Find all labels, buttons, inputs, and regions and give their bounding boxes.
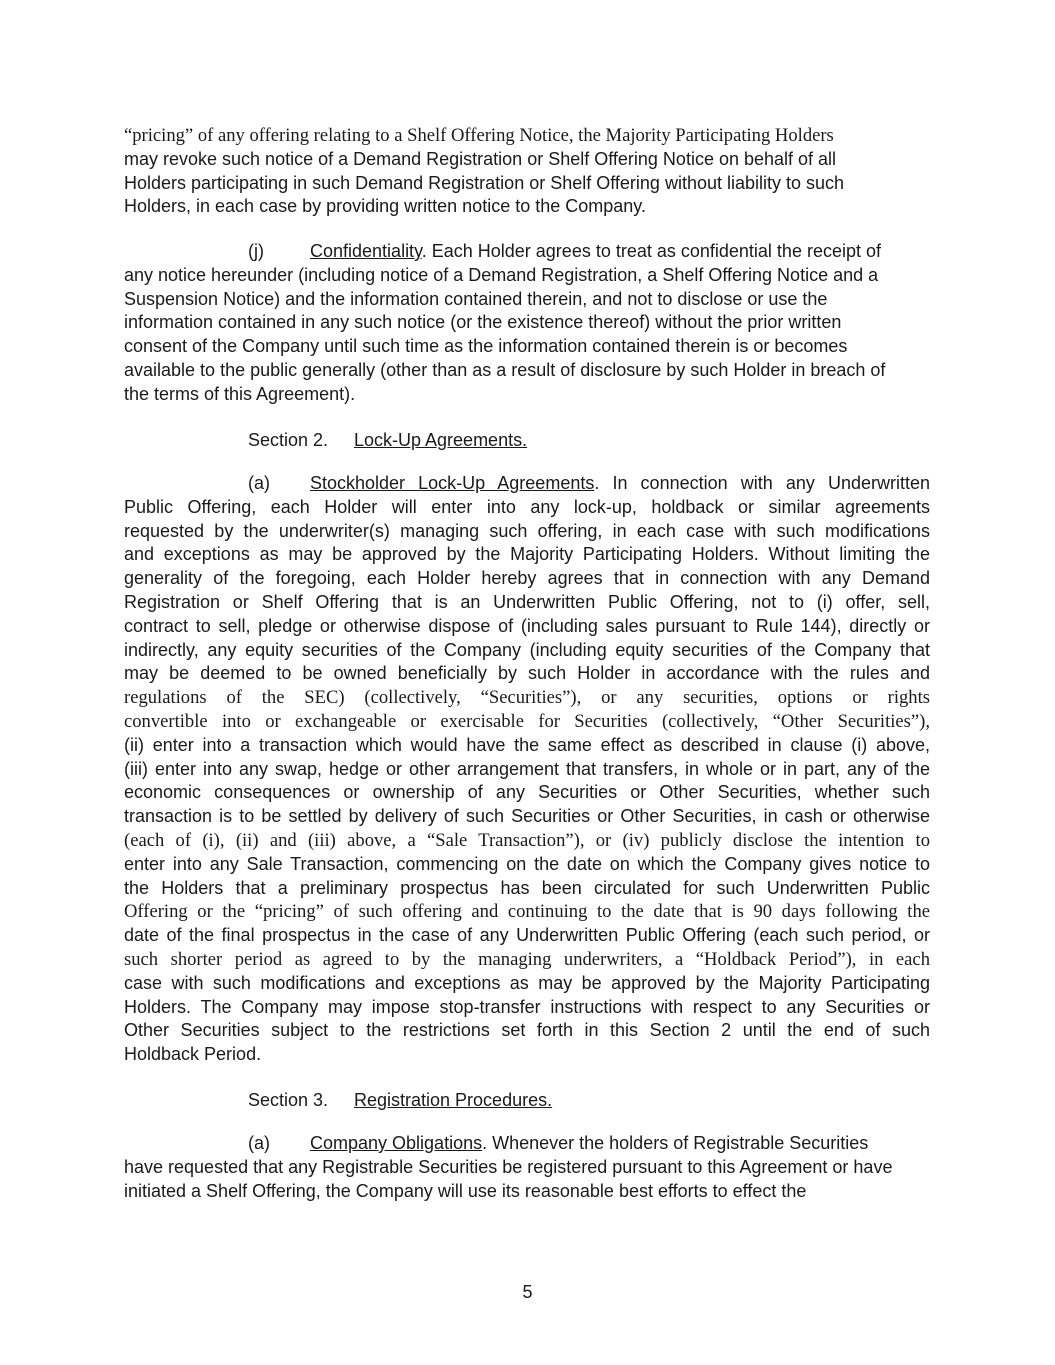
paragraph-line: Holdback Period.	[124, 1044, 262, 1065]
paragraph-line: such shorter period as agreed to by the managing underwriters, a “Holdback Period”), in each	[124, 948, 930, 970]
clause-first-line-text: . Whenever the holders of Registrable Securities	[482, 1133, 869, 1153]
section-3-heading	[248, 1088, 552, 1112]
paragraph-line: may be deemed to be owned beneficially by such Holder in accordance with the rules and	[124, 663, 930, 684]
paragraph-line: Holders. The Company may impose stop-transfer instructions with respect to any Securities or	[124, 996, 930, 1017]
section-title: Lock-Up Agreements.	[354, 430, 528, 450]
company-obligations-paragraph	[124, 1132, 930, 1203]
paragraph-line: requested by the underwriter(s) managing such offering, in each case with such modifications	[124, 520, 930, 541]
paragraph-first-line	[124, 1132, 930, 1156]
paragraph-line: Public Offering, each Holder will enter into any lock-up, holdback or similar agreements	[124, 496, 930, 517]
paragraph-line: “pricing” of any offering relating to a Shelf Offering Notice, the Majority Participating Holders	[124, 125, 834, 146]
paragraph-line: generality of the foregoing, each Holder hereby agrees that in connection with any Demand	[124, 568, 930, 589]
paragraph-line: case with such modifications and exceptions as may be approved by the Majority Participating	[124, 972, 930, 993]
paragraph-line: Offering or the “pricing” of such offering and continuing to the date that is 90 days following the	[124, 901, 930, 923]
confidentiality-paragraph	[124, 240, 930, 407]
clause-marker: (a)	[248, 1133, 270, 1153]
paragraph-line: Holders, in each case by providing written notice to the Company.	[124, 196, 646, 217]
paragraph-line: (ii) enter into a transaction which would have the same effect as described in clause (i) above,	[124, 734, 930, 755]
paragraph-line: available to the public generally (other than as a result of disclosure by such Holder in breach of	[124, 359, 886, 380]
paragraph-line: consent of the Company until such time as the information contained therein is or becomes	[124, 336, 848, 357]
paragraph-line: (each of (i), (ii) and (iii) above, a “Sale Transaction”), or (iv) publicly disclose the intention to	[124, 829, 930, 851]
section-2-heading	[248, 428, 527, 452]
paragraph-line: Holders participating in such Demand Registration or Shelf Offering without liability to such	[124, 172, 845, 193]
paragraph-line: Other Securities subject to the restrictions set forth in this Section 2 until the end of such	[124, 1020, 930, 1041]
paragraph-line: regulations of the SEC) (collectively, “Securities”), or any securities, options or rights	[124, 687, 930, 709]
paragraph-line: may revoke such notice of a Demand Registration or Shelf Offering Notice on behalf of all	[124, 148, 837, 169]
paragraph-line: indirectly, any equity securities of the Company (including equity securities of the Company that	[124, 639, 930, 660]
paragraph-line: convertible into or exchangeable or exercisable for Securities (collectively, “Other Securities”),	[124, 710, 930, 732]
paragraph-line: Registration or Shelf Offering that is an Underwritten Public Offering, not to (i) offer, sell,	[124, 591, 930, 612]
section-number: Section 3.	[248, 1090, 329, 1110]
paragraph-line: have requested that any Registrable Securities be registered pursuant to this Agreement or have	[124, 1156, 893, 1177]
clause-marker: (a)	[248, 473, 270, 493]
paragraph-first-line	[124, 472, 930, 496]
clause-title: Confidentiality	[310, 241, 422, 261]
clause-marker: (j)	[248, 241, 264, 261]
clause-title: Stockholder Lock-Up Agreements	[310, 473, 595, 493]
paragraph-line: transaction is to be settled by delivery of such Securities or Other Securities, in cash or otherwise	[124, 806, 930, 827]
paragraph-line: economic consequences or ownership of any Securities or Other Securities, whether such	[124, 782, 930, 803]
clause-first-line-text: . Each Holder agrees to treat as confidential the receipt of	[421, 241, 881, 261]
paragraph-line: and exceptions as may be approved by the Majority Participating Holders. Without limiting the	[124, 544, 930, 565]
paragraph-first-line	[124, 240, 930, 264]
continuation-paragraph	[124, 124, 930, 219]
section-number: Section 2.	[248, 430, 329, 450]
clause-first-line-text: . In connection with any Underwritten	[594, 473, 931, 493]
paragraph-line: enter into any Sale Transaction, commencing on the date on which the Company gives notice to	[124, 853, 930, 874]
paragraph-line: initiated a Shelf Offering, the Company will use its reasonable best efforts to effect the	[124, 1180, 807, 1201]
paragraph-line: date of the final prospectus in the case of any Underwritten Public Offering (each such period, or	[124, 925, 930, 946]
paragraph-line: information contained in any such notice (or the existence thereof) without the prior written	[124, 312, 842, 333]
paragraph-line: contract to sell, pledge or otherwise dispose of (including sales pursuant to Rule 144), directly or	[124, 615, 930, 636]
paragraph-line: (iii) enter into any swap, hedge or other arrangement that transfers, in whole or in part, any of the	[124, 758, 930, 779]
paragraph-line: the Holders that a preliminary prospectus has been circulated for such Underwritten Public	[124, 877, 930, 898]
lockup-paragraph	[124, 472, 930, 1067]
paragraph-line: any notice hereunder (including notice of a Demand Registration, a Shelf Offering Notice and a	[124, 264, 879, 285]
clause-title: Company Obligations	[310, 1133, 483, 1153]
paragraph-line: the terms of this Agreement).	[124, 383, 356, 404]
paragraph-line: Suspension Notice) and the information contained therein, and not to disclose or use the	[124, 288, 828, 309]
page-number: 5	[522, 1282, 533, 1302]
section-title: Registration Procedures.	[354, 1090, 553, 1110]
